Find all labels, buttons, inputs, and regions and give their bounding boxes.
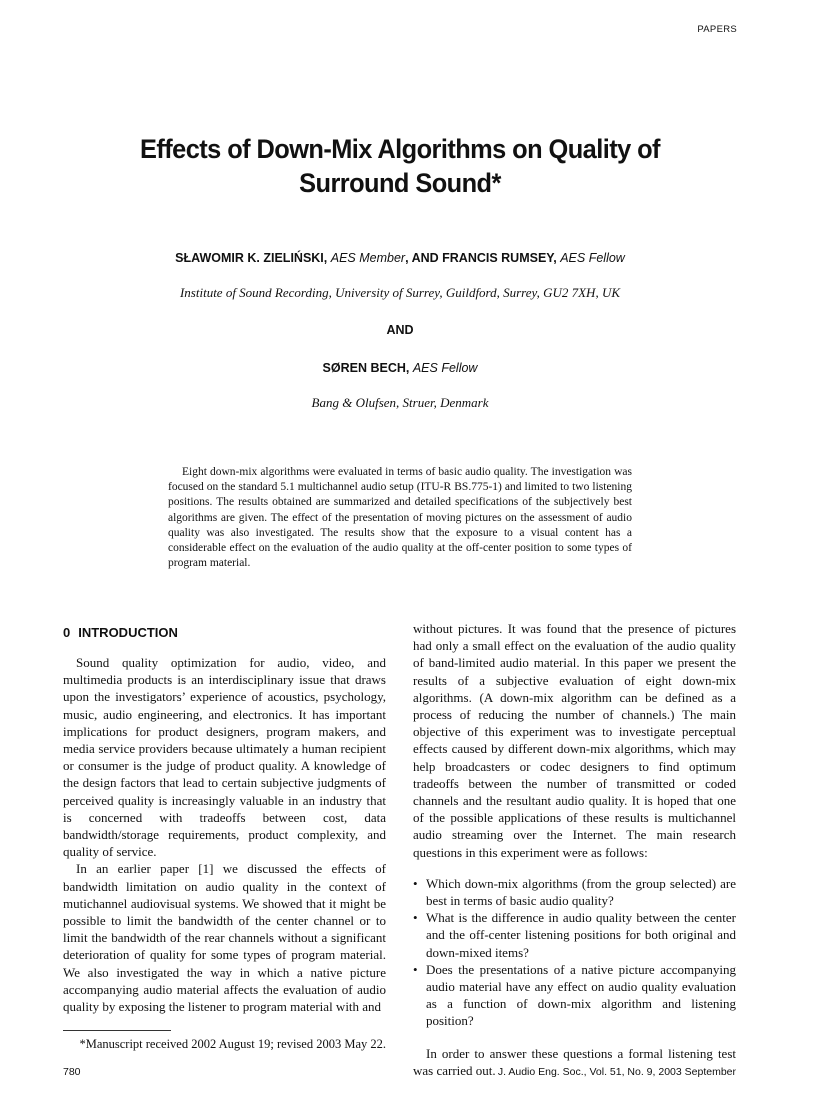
list-item	[413, 909, 736, 961]
affiliation-2: Bang & Olufsen, Struer, Denmark	[311, 395, 489, 410]
running-head: PAPERS	[697, 24, 737, 35]
author-connector: , AND FRANCIS RUMSEY,	[405, 251, 557, 265]
title-line-2: Surround Sound*	[299, 168, 501, 198]
list-item-text: What is the difference in audio quality between the center and the off-center listening positions for both original and down-mixed items?	[426, 910, 736, 960]
intro-paragraph-2-continued: without pictures. It was found that the presence of pictures had only a small effect on the evaluation of the audio quality of band-limited audio material. In this paper we present the results of a subjective evaluation of eight down-mix algorithms. (A down-mix algorithm can be defined as a process of reducing the number of channels.) The main objective of this experiment was to investigate perceptual effects caused by different down-mix algorithms, which may help broadcasters or codec designers to find optimum tradeoffs between the number of transmitted or coded channels and the resultant audio quality. It is hoped that one of the possible applications of these results is multichannel audio streaming over the Internet. The main research questions in this experiment were as follows:	[413, 621, 736, 860]
title-line-1: Effects of Down-Mix Algorithms on Quality of	[140, 134, 660, 164]
author-3-name: SØREN BECH,	[322, 361, 410, 375]
author-1-name: SŁAWOMIR K. ZIELIŃSKI,	[175, 251, 328, 265]
list-item-text: Which down-mix algorithms (from the group selected) are best in terms of basic audio quality?	[426, 875, 736, 909]
right-column	[413, 620, 736, 1079]
author-1-role: AES Member	[330, 251, 406, 265]
paper-title	[24, 132, 776, 200]
page-number: 780	[63, 1066, 81, 1078]
footnote-divider	[63, 1030, 171, 1031]
bullet-icon: •	[413, 875, 418, 891]
intro-paragraph-2: In an earlier paper [1] we discussed the effects of bandwidth limitation on audio quality in the context of mutichannel audiovisual systems. We showed that it might be possible to limit the bandwidth of the center channel or to limit the bandwidth of the rear channels without a significant deterioration of quality for some types of program material. We also investigated the way in which a native picture accompanying audio material affects the evaluation of audio quality by exposing the listener to program material with and	[63, 861, 386, 1015]
footnote: *Manuscript received 2002 August 19; revised 2003 May 22.	[79, 1037, 386, 1051]
abstract-text: Eight down-mix algorithms were evaluated in terms of basic audio quality. The investigation was focused on the standard 5.1 multichannel audio setup (ITU-R BS.775-1) and limited to two listening positions. The results obtained are summarized and detailed specifications of the subjectively best algorithms are given. The effect of the presentation of moving pictures on the assessment of audio quality was also investigated. The results show that the exposure to a visual content has a considerable effect on the evaluation of the audio quality at the off-center position to some types of program material.	[168, 466, 632, 570]
intro-paragraph-1: Sound quality optimization for audio, video, and multimedia products is an interdisciplinary issue that draws upon the investigators’ experience of acoustics, psychology, music, audio engineering, and electronics. It has important implications for product designers, program makers, and media service providers because ultimately a human recipient or consumer is the judge of product quality. A knowledge of the design factors that lead to certain subjective judgments of perceived quality is increasingly valuable in an industry that is concerned with tradeoffs between cost, data bandwidth/storage requirements, product complexity, and quality of service.	[63, 655, 386, 860]
author-line-2	[0, 361, 800, 375]
left-column	[63, 654, 386, 1015]
section-title: INTRODUCTION	[78, 625, 178, 640]
author-line	[0, 251, 800, 265]
abstract	[168, 465, 632, 571]
author-2-role: AES Fellow	[560, 251, 625, 265]
section-number: 0	[63, 625, 71, 640]
affiliation-1: Institute of Sound Recording, University of Surrey, Guildford, Surrey, GU2 7XH, UK	[179, 285, 621, 300]
research-questions-list	[413, 875, 736, 1030]
bullet-icon: •	[413, 910, 418, 926]
list-item	[413, 961, 736, 1030]
author-3-role: AES Fellow	[412, 361, 478, 375]
journal-reference: J. Audio Eng. Soc., Vol. 51, No. 9, 2003 September	[497, 1066, 736, 1078]
section-heading	[63, 625, 178, 640]
list-item-text: Does the presentations of a native picture accompanying audio material have any effect on audio quality evaluation as a function of down-mix algorithm and listening position?	[426, 961, 736, 1029]
intro-paragraph-3: In order to answer these questions a formal listening test was carried out.	[413, 1045, 736, 1078]
list-item	[413, 875, 736, 909]
and-label: AND	[386, 323, 414, 337]
bullet-icon: •	[413, 961, 418, 977]
